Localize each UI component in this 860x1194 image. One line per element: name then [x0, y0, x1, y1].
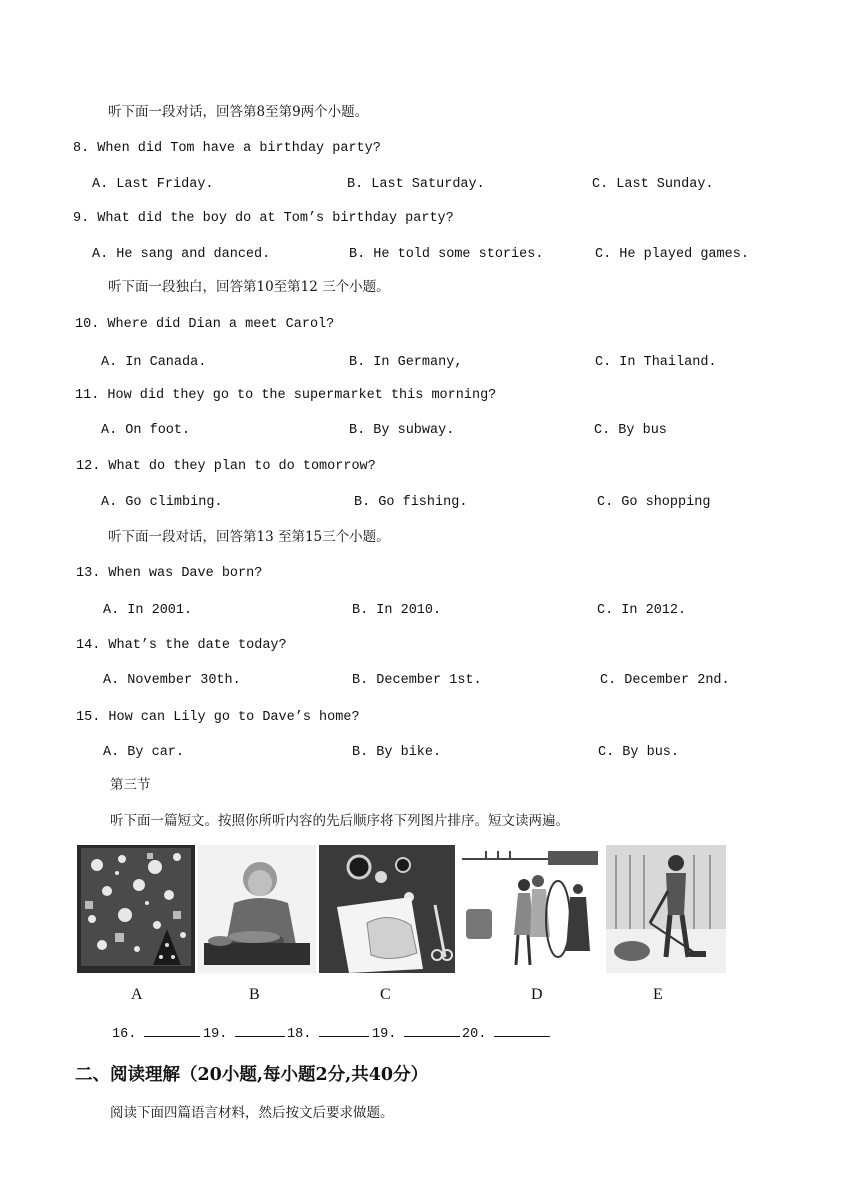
answer-number-20: 20. [462, 1027, 487, 1042]
q14-option-b: B. December 1st. [352, 673, 482, 688]
part-2-heading: 二、阅读理解（20小题,每小题2分,共40分） [75, 1065, 429, 1085]
q9-option-a: A. He sang and danced. [92, 247, 271, 262]
picture-label-b: B [249, 986, 260, 1003]
question-9: 9. What did the boy do at Tom’s birthday party? [73, 211, 454, 226]
q12-option-c: C. Go shopping [597, 495, 711, 510]
q8-option-c: C. Last Sunday. [592, 177, 714, 192]
section-3-title: 第三节 [110, 777, 151, 793]
q9-option-b: B. He told some stories. [349, 247, 544, 262]
q12-option-b: B. Go fishing. [354, 495, 468, 510]
q11-option-a: A. On foot. [101, 423, 191, 438]
picture-a-decorations [77, 845, 195, 973]
answer-blank-19a[interactable] [203, 1024, 285, 1044]
answer-number-19b: 19. [372, 1027, 397, 1042]
answer-number-18: 18. [287, 1027, 312, 1042]
part-2-instruction: 阅读下面四篇语言材料，然后按文后要求做题。 [110, 1105, 394, 1121]
question-13: 13. When was Dave born? [76, 566, 263, 581]
q14-option-a: A. November 30th. [103, 673, 241, 688]
question-11: 11. How did they go to the supermarket this morning? [75, 388, 497, 403]
question-14: 14. What’s the date today? [76, 638, 287, 653]
q11-option-b: B. By subway. [349, 423, 455, 438]
question-10: 10. Where did Dian a meet Carol? [75, 317, 335, 332]
blank-line[interactable] [404, 1024, 460, 1037]
q15-option-a: A. By car. [103, 745, 185, 760]
answer-blank-20[interactable] [462, 1024, 550, 1044]
question-15: 15. How can Lily go to Dave’s home? [76, 710, 360, 725]
answer-blank-19b[interactable] [372, 1024, 460, 1044]
q10-option-c: C. In Thailand. [595, 355, 717, 370]
blank-line[interactable] [494, 1024, 550, 1037]
q10-option-a: A. In Canada. [101, 355, 207, 370]
answer-number-19a: 19. [203, 1027, 228, 1042]
picture-label-a: A [131, 986, 143, 1003]
blank-line[interactable] [319, 1024, 369, 1037]
picture-label-c: C [380, 986, 391, 1003]
q10-option-b: B. In Germany, [349, 355, 463, 370]
monologue-intro-10-12: 听下面一段独白，回答第10至第12 三个小题。 [108, 279, 390, 295]
dialogue-intro-8-9: 听下面一段对话，回答第8至第9两个小题。 [108, 104, 369, 120]
answer-blank-16[interactable] [112, 1024, 200, 1044]
picture-label-d: D [531, 986, 543, 1003]
q13-option-c: C. In 2012. [597, 603, 687, 618]
blank-line[interactable] [235, 1024, 285, 1037]
answer-number-16: 16. [112, 1027, 137, 1042]
question-8: 8. When did Tom have a birthday party? [73, 141, 381, 156]
q11-option-c: C. By bus [594, 423, 667, 438]
q13-option-a: A. In 2001. [103, 603, 193, 618]
q9-option-c: C. He played games. [595, 247, 749, 262]
picture-e-vacuuming [606, 845, 726, 973]
picture-c-paper-craft [319, 845, 455, 973]
picture-label-e: E [653, 986, 663, 1003]
picture-d-shopping [458, 845, 604, 973]
q15-option-b: B. By bike. [352, 745, 442, 760]
q14-option-c: C. December 2nd. [600, 673, 730, 688]
q15-option-c: C. By bus. [598, 745, 680, 760]
dialogue-intro-13-15: 听下面一段对话，回答第13 至第15三个小题。 [108, 529, 390, 545]
section-3-instruction: 听下面一篇短文。按照你所听内容的先后顺序将下列图片排序。短文读两遍。 [110, 813, 569, 829]
blank-line[interactable] [144, 1024, 200, 1037]
q13-option-b: B. In 2010. [352, 603, 442, 618]
q8-option-a: A. Last Friday. [92, 177, 214, 192]
q12-option-a: A. Go climbing. [101, 495, 223, 510]
picture-b-woman-cooking [198, 845, 316, 973]
q8-option-b: B. Last Saturday. [347, 177, 485, 192]
question-12: 12. What do they plan to do tomorrow? [76, 459, 376, 474]
answer-blank-18[interactable] [287, 1024, 369, 1044]
